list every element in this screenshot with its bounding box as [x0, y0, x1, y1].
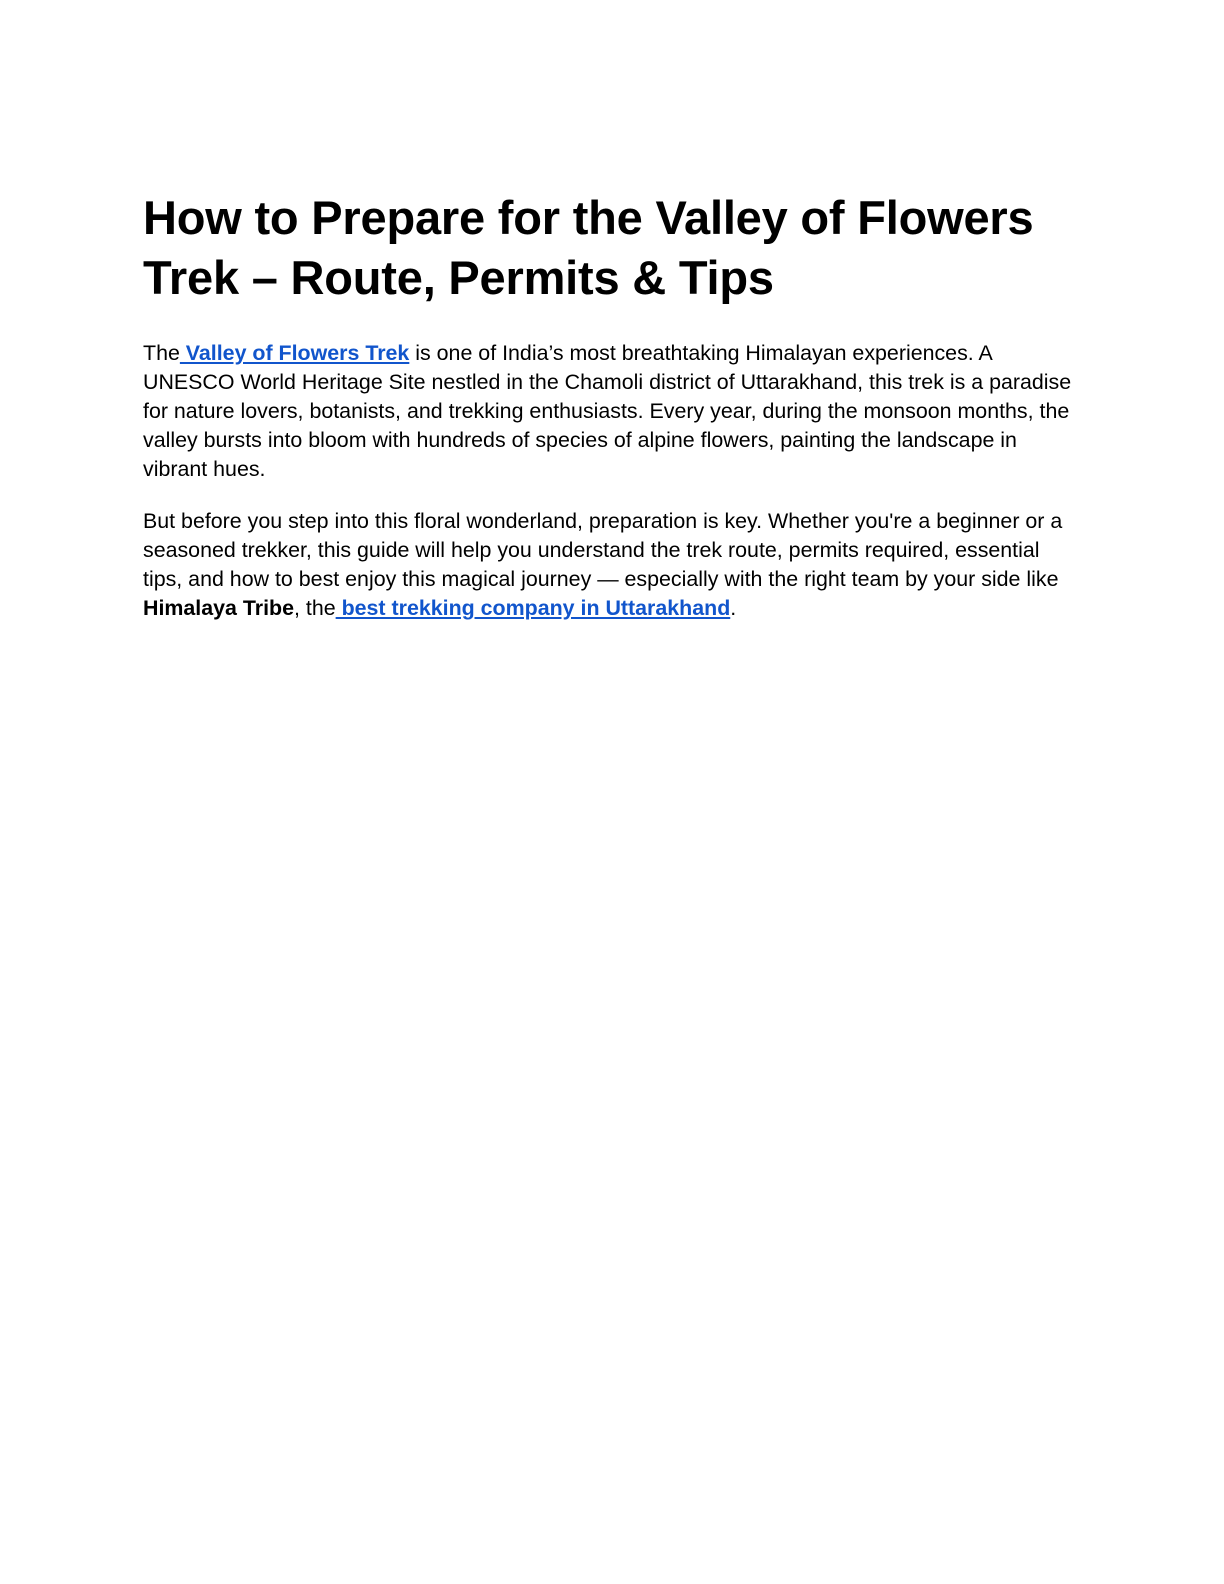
document-title: How to Prepare for the Valley of Flowers Trek – Route, Permits & Tips: [143, 191, 1034, 304]
valley-of-flowers-trek-link[interactable]: Valley of Flowers Trek: [179, 341, 410, 365]
preparation-paragraph: [143, 507, 1073, 623]
himalaya-tribe-name: Himalaya Tribe: [143, 596, 294, 620]
document-body: [143, 188, 1073, 623]
intro-text-rest: is one of India’s most breathtaking Himalayan experiences. A UNESCO World Heritage Site nestled in the Chamoli district of Uttarakhand, this trek is a paradise for nature lovers, botanists, and trekking enthusiasts. Every year, during the monsoon months, the valley bursts into bloom with hundreds of species of alpine flowers, painting the landscape in vibrant hues.: [143, 341, 1072, 481]
preparation-text-end: .: [730, 596, 737, 620]
preparation-text-start: But before you step into this floral wonderland, preparation is key. Whether you're a beginner or a seasoned trekker, this guide will help you understand the trek route, permits required, essential tips, and how to best enjoy this magical journey — especially with the right team by your side like: [143, 509, 1063, 591]
intro-paragraph: [143, 339, 1073, 484]
intro-text-start: The: [143, 341, 180, 365]
best-trekking-company-link[interactable]: best trekking company in Uttarakhand: [335, 596, 731, 620]
preparation-text-middle: , the: [294, 596, 336, 620]
